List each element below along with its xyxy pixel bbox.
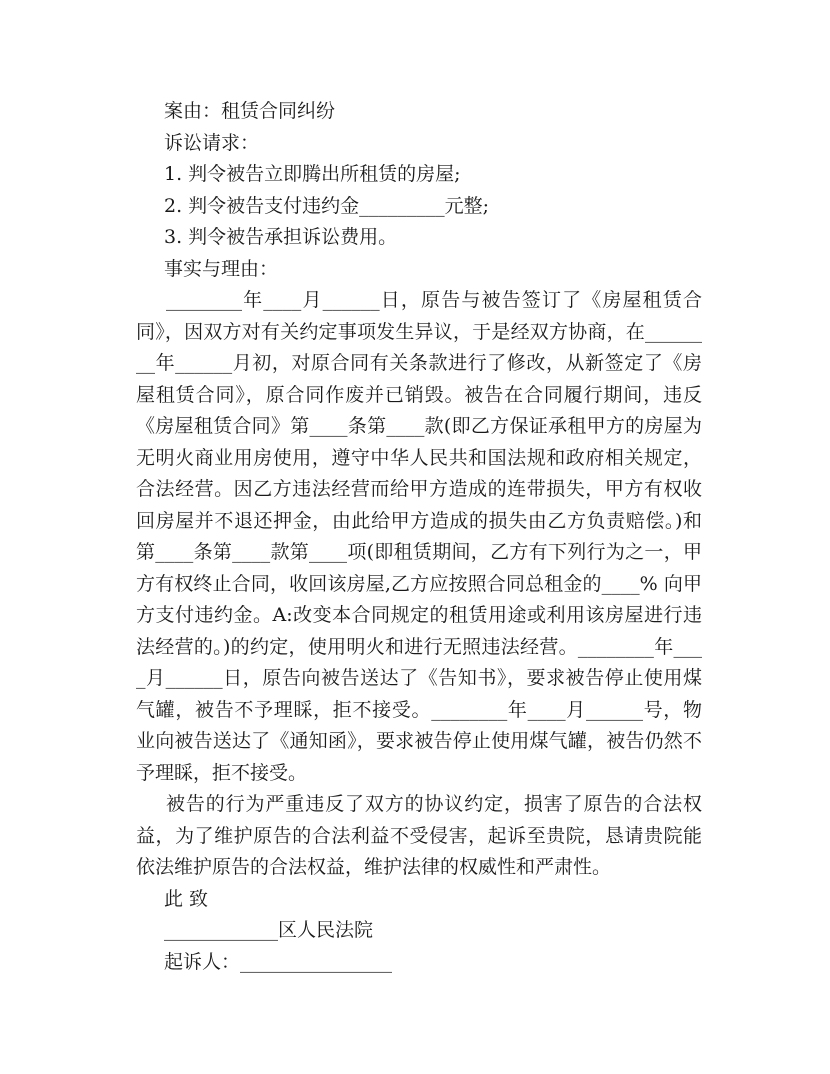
claim-item-1: 1. 判令被告立即腾出所租赁的房屋;: [164, 163, 461, 185]
conclusion-paragraph: 被告的行为严重违反了双方的协议约定，损害了原告的合法权益，为了维护原告的合法利益不受侵害，起诉至贵院，恳请贵院能依法维护原告的合法权益，维护法律的权威性和严肃性。: [136, 793, 702, 878]
case-cause: 案由：租赁合同纠纷: [164, 100, 336, 122]
plaintiff-signature: 起诉人：________________: [164, 950, 393, 973]
salutation: 此 致: [164, 887, 209, 910]
claim-item-2: 2. 判令被告支付违约金_________元整;: [164, 194, 490, 217]
court-name: ____________区人民法院: [164, 919, 374, 941]
facts-paragraph: ________年____月______日，原告与被告签订了《房屋租赁合同》，因双方对有关约定事项发生异议，于是经双方协商，在________年______月初，对原合同有关条款进行了修改，从新签定了《房屋租赁合同》，原合同作废并已销毁。被告在合同履行期间，违反《房屋租赁合同》第____条第____款(即乙方保证承租甲方的房屋为无明火商业用房使用，遵守中华人民共和国法规和政府相关规定，合法经营。因乙方违法经营而给甲方造成的连带损失，甲方有权收回房屋并不退还押金，由此给甲方造成的损失由乙方负责赔偿。)和第____条第____款第____项(即租赁期间，乙方有下列行为之一，甲方有权终止合同，收回该房屋,乙方应按照合同总租金的____% 向甲方支付违约金。A:改变本合同规定的租赁用途或利用该房屋进行违法经营的。)的约定，使用明火和进行无照违法经营。________年____月______日，原告向被告送达了《告知书》，要求被告停止使用煤气罐，被告不予理睬，拒不接受。________年____月______号，物业向被告送达了《通知函》，要求被告停止使用煤气罐，被告仍然不予理睬，拒不接受。: [136, 289, 702, 784]
facts-heading: 事实与理由：: [164, 257, 279, 280]
claims-heading: 诉讼请求：: [164, 131, 260, 154]
claim-item-3: 3. 判令被告承担诉讼费用。: [164, 226, 398, 248]
document-body: [136, 96, 702, 978]
